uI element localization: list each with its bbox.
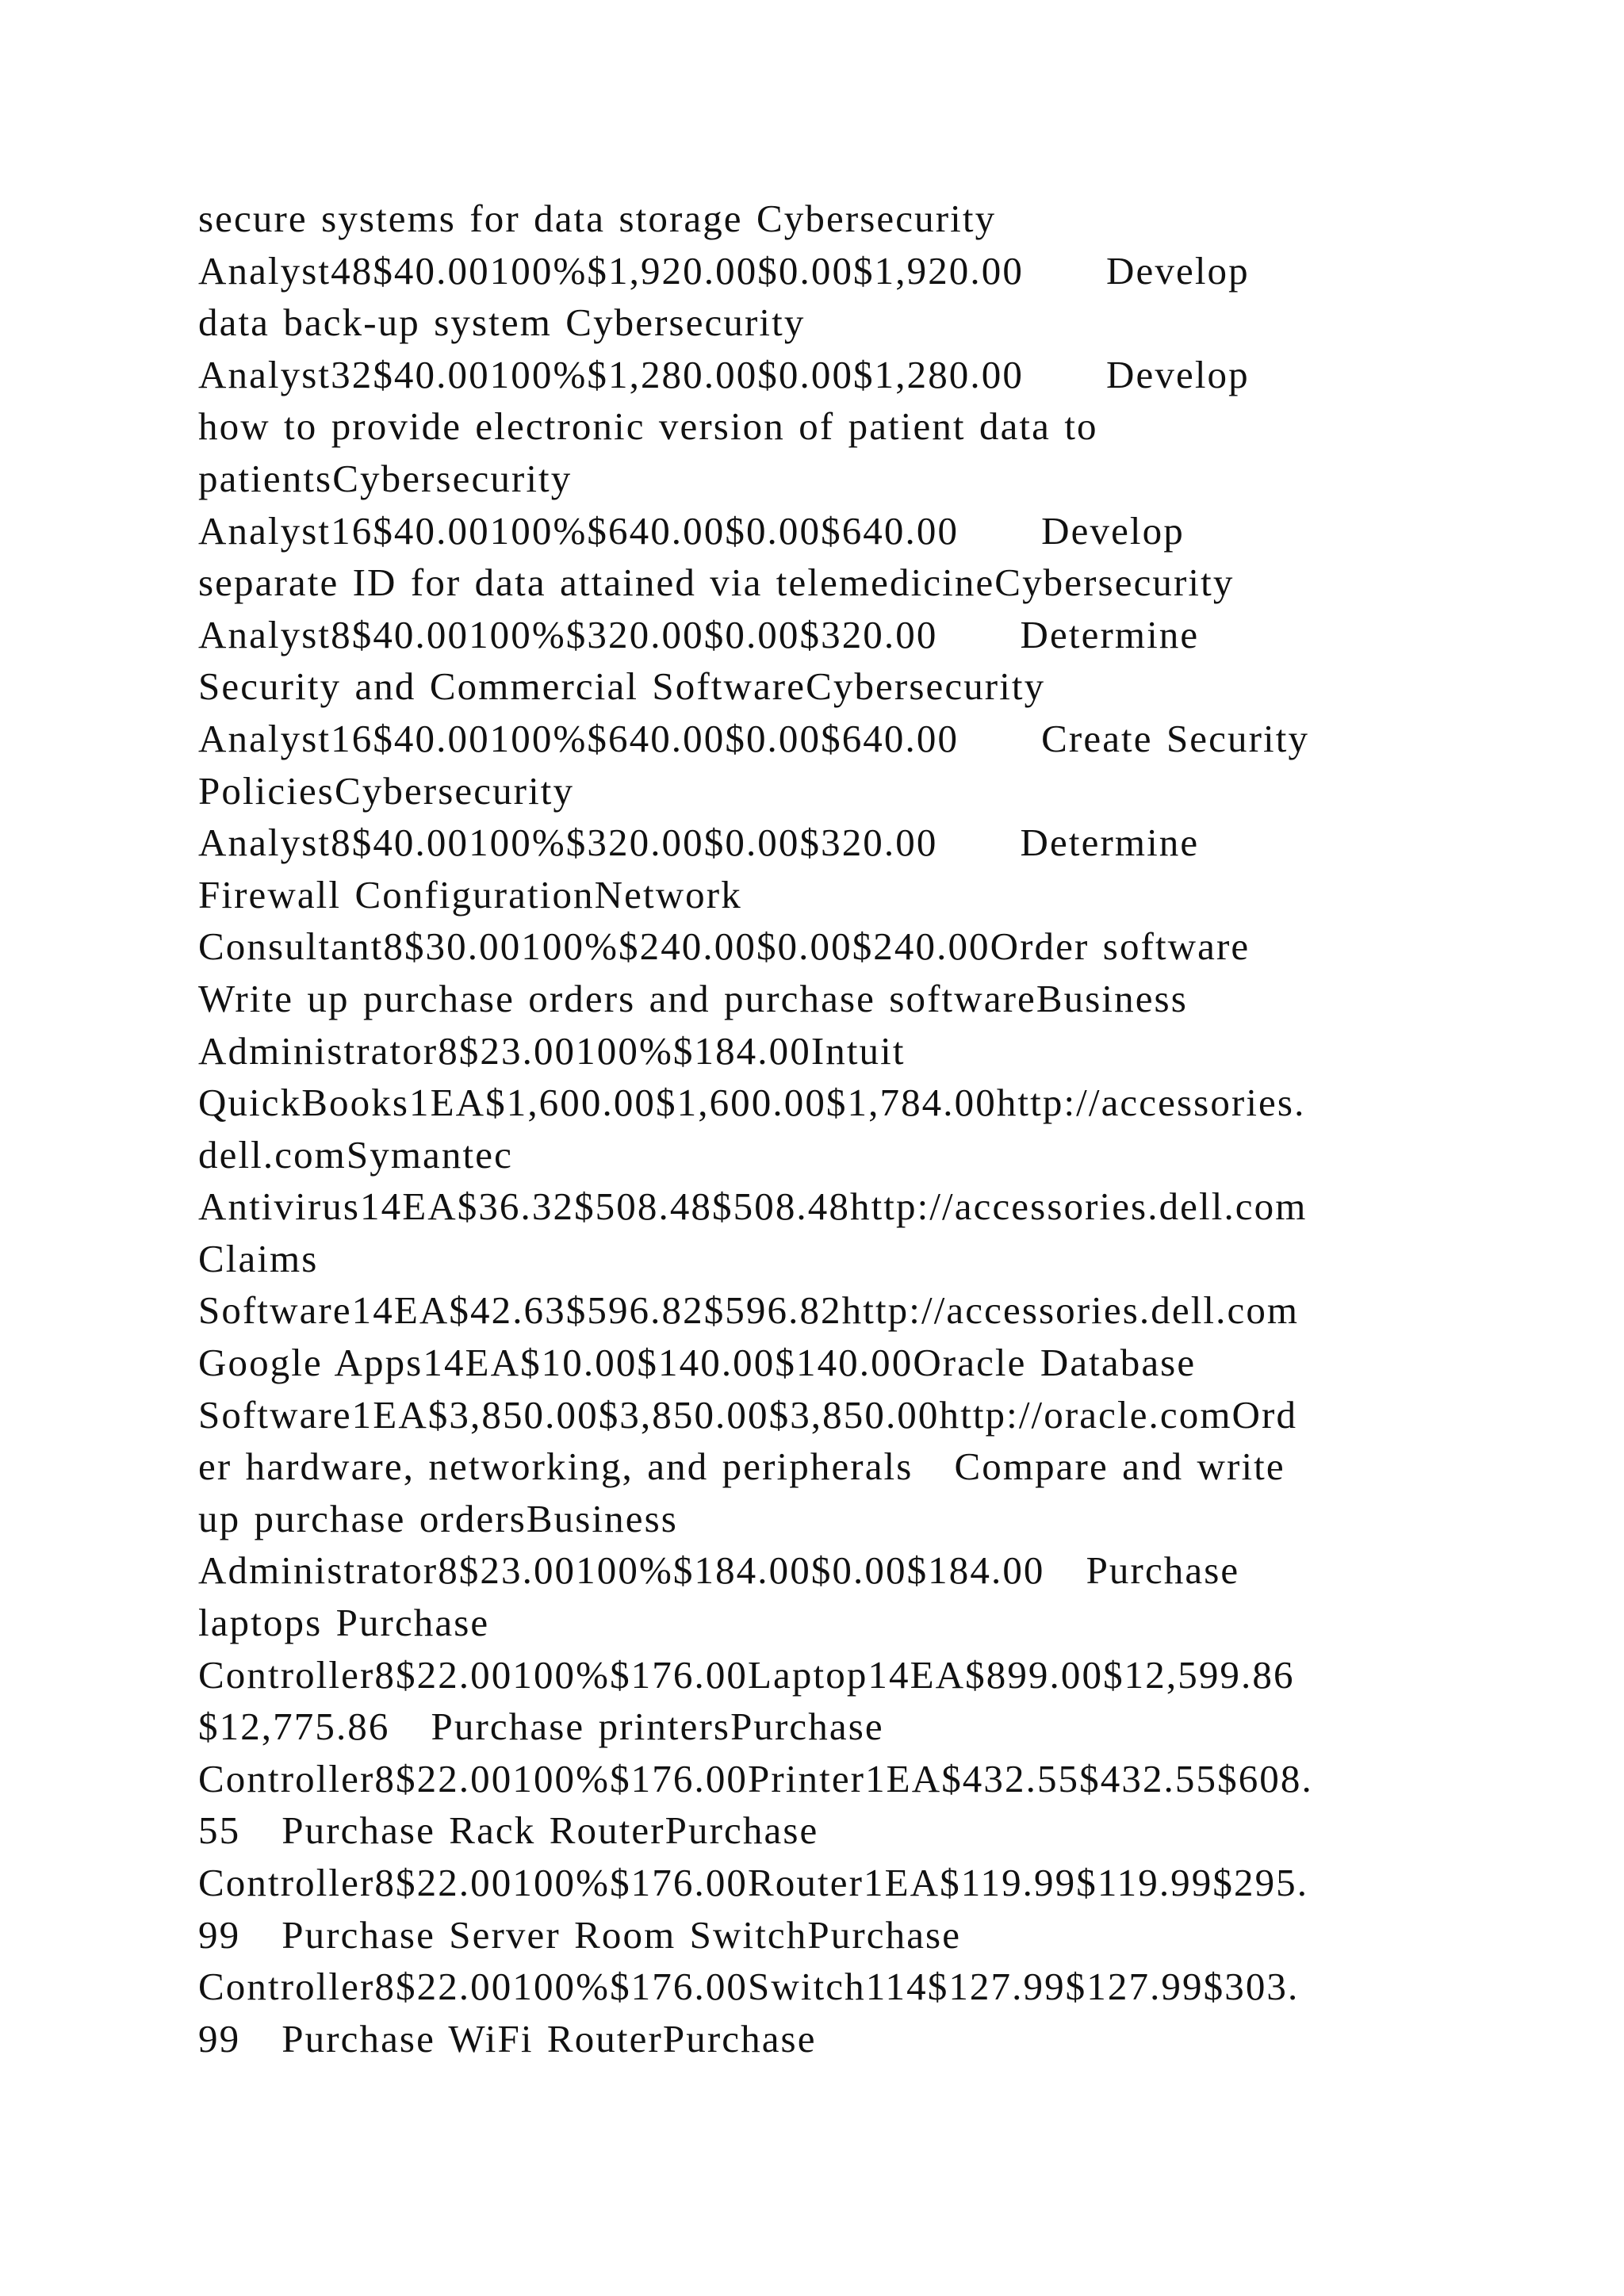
text-line: QuickBooks1EA$1,600.00$1,600.00$1,784.00http://accessories.	[198, 1081, 1306, 1125]
text-line: Software1EA$3,850.00$3,850.00$3,850.00http://oracle.comOrd	[198, 1392, 1298, 1437]
text-line: laptops Purchase	[198, 1601, 490, 1645]
text-line: data back-up system Cybersecurity	[198, 300, 806, 345]
text-line: Controller8$22.00100%$176.00Laptop14EA$899.00$12,599.86	[198, 1652, 1295, 1697]
text-line: 99 Purchase Server Room SwitchPurchase	[198, 1912, 962, 1957]
text-line: Analyst32$40.00100%$1,280.00$0.00$1,280.00 Develop	[198, 352, 1250, 396]
text-line: Write up purchase orders and purchase softwareBusiness	[198, 976, 1188, 1020]
text-line: Administrator8$23.00100%$184.00$0.00$184.00 Purchase	[198, 1548, 1240, 1593]
text-line: dell.comSymantec	[198, 1132, 513, 1177]
text-line: er hardware, networking, and peripherals Compare and write	[198, 1445, 1285, 1489]
text-line: $12,775.86 Purchase printersPurchase	[198, 1705, 884, 1749]
text-line: how to provide electronic version of patient data to	[198, 404, 1098, 449]
text-line: up purchase ordersBusiness	[198, 1496, 678, 1540]
text-line: secure systems for data storage Cybersecurity	[198, 197, 997, 240]
text-line: Controller8$22.00100%$176.00Router1EA$119.99$119.99$295.	[198, 1861, 1309, 1904]
text-line: Software14EA$42.63$596.82$596.82http://accessories.dell.com	[198, 1288, 1300, 1333]
text-line: Antivirus14EA$36.32$508.48$508.48http://accessories.dell.com	[198, 1184, 1308, 1229]
text-line: Consultant8$30.00100%$240.00$0.00$240.00Order software	[198, 924, 1251, 969]
document-body-text	[198, 193, 1562, 2064]
text-line: Controller8$22.00100%$176.00Switch114$127.99$127.99$303.	[198, 1965, 1300, 2009]
text-line: PoliciesCybersecurity	[198, 768, 575, 813]
text-line: Security and Commercial SoftwareCybersecurity	[198, 664, 1046, 709]
text-line: Google Apps14EA$10.00$140.00$140.00Oracle Database	[198, 1341, 1197, 1385]
text-line: Firewall ConfigurationNetwork	[198, 872, 742, 916]
text-line: Analyst16$40.00100%$640.00$0.00$640.00 Develop	[198, 508, 1185, 553]
text-line: Analyst48$40.00100%$1,920.00$0.00$1,920.00 Develop	[198, 248, 1250, 293]
text-line: Administrator8$23.00100%$184.00Intuit	[198, 1028, 906, 1073]
text-line: Analyst16$40.00100%$640.00$0.00$640.00 Create Security	[198, 716, 1310, 760]
text-line: patientsCybersecurity	[198, 456, 573, 500]
text-line: Analyst8$40.00100%$320.00$0.00$320.00 Determine	[198, 821, 1200, 865]
text-line: separate ID for data attained via telemedicineCybersecurity	[198, 561, 1235, 605]
text-line: 99 Purchase WiFi RouterPurchase	[198, 2016, 817, 2061]
text-line: 55 Purchase Rack RouterPurchase	[198, 1808, 819, 1853]
text-line: Claims	[198, 1236, 319, 1280]
text-line: Analyst8$40.00100%$320.00$0.00$320.00 Determine	[198, 612, 1200, 656]
text-line: Controller8$22.00100%$176.00Printer1EA$432.55$432.55$608.	[198, 1756, 1313, 1800]
